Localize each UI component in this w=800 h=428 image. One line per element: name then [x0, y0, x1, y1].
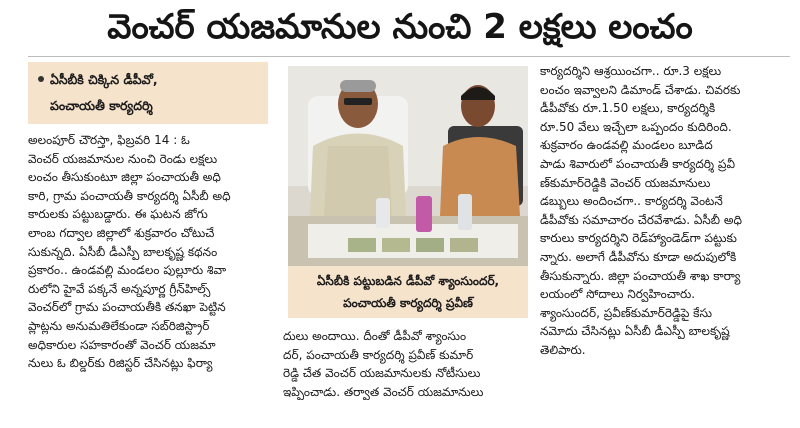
- article-column-2: [283, 327, 525, 401]
- article-column-1: [28, 131, 273, 373]
- article-line: రులోని హైవే పక్కనే అన్నపూర్ణ గ్రీన్‌హిల్స్: [28, 281, 211, 296]
- article-line: పాడు శివారులో పంచాయతీ కార్యదర్శి ప్రవీ: [540, 156, 735, 171]
- article-line: లంచం తీసుకుంటూ జిల్లా పంచాయతీ అధి: [28, 170, 221, 185]
- article-line: ఇప్పించాడు. తర్వాత వెంచర్ యజమానులు: [283, 384, 484, 399]
- article-line: నమోదు చేసినట్లు ఏసీబీ డీఎస్పీ బాలకృష్ణ: [540, 324, 730, 339]
- article-line: డీపీవోకు రూ.1.50 లక్షలు, కార్యదర్శికి: [540, 101, 716, 116]
- article-line: అలంపూర్ చౌరస్తా, ఫిబ్రవరి 14 : ఓ: [28, 133, 190, 147]
- article-line: సుకున్నది. ఏసీబీ డీఎస్పీ బాలకృష్ణ కథనం: [28, 244, 218, 259]
- article-column-3: [540, 62, 792, 360]
- article-line: లాంబ గద్వాల జిల్లాలో శుక్రవారం చోటుచే: [28, 225, 215, 240]
- article-line: డీపీవోకు సమాచారం చేరవేశాడు. ఏసీబీ అధి: [540, 212, 742, 227]
- article-line: రెడ్డి చేత వెంచర్ యజమానులకు నోటీసులు: [283, 366, 481, 381]
- caption-line-2: పంచాయతీ కార్యదర్శి ప్రవీణ్: [343, 296, 473, 310]
- article-line: అధికారుల సహకారంతో వెంచర్ యజమా: [28, 337, 216, 352]
- article-line: లంచం ఇవ్వాలని డిమాండ్ చేశాడు. చివరకు: [540, 82, 741, 97]
- headline: వెంచర్ యజమానుల నుంచి 2 లక్షలు లంచం: [107, 7, 693, 47]
- article-line: దులు అందాయి. దీంతో డీపీవో శ్యాంసుం: [283, 329, 467, 343]
- article-line: కారి, గ్రామ పంచాయతీ కార్యదర్శి ఏసీబీ అధి: [28, 188, 231, 203]
- article-line: శ్యాంసుందర్, ప్రవీణ్‌కుమార్‌రెడ్డిపై కేసు: [540, 305, 713, 320]
- article-line: దర్, పంచాయతీ కార్యదర్శి ప్రవీణ్ కుమార్: [283, 347, 474, 362]
- article-line: ప్రకారం.. ఉండవల్లి మండలం పుల్లూరు శివా: [28, 263, 227, 278]
- article-line: తీసుకున్నారు. జిల్లా పంచాయతీ శాఖ కార్యా: [540, 268, 741, 283]
- article-line: లయంలో సోదాలు నిర్వహించారు.: [540, 287, 696, 302]
- article-line: ణ్‌కుమార్‌రెడ్డికి వెంచర్ యజమానులు: [540, 175, 711, 190]
- article-line: నులు ఓ బిల్డర్‌కు రిజిస్టర్ చేసినట్లు ఫిర్యా: [28, 356, 213, 371]
- subheading-line-1: ఏసీబీకి చిక్కిన డీపీవో,: [50, 72, 158, 87]
- article-line: కార్యదర్శిని ఆశ్రయించగా.. రూ.3 లక్షలు: [540, 64, 722, 78]
- news-photo: [288, 66, 528, 266]
- article-line: డబ్బులు అందించగా.. కార్యదర్శి వెంటనే: [540, 194, 723, 209]
- article-line: రూ.50 వేలు ఇచ్చేలా ఒప్పందం కుదిరింది.: [540, 119, 732, 134]
- article-line: కారులు కార్యదర్శిని రెడ్‌హ్యాండెడ్‌గా పట్టుకు: [540, 231, 737, 246]
- headline-divider: [28, 56, 790, 57]
- article-line: న్నారు. అలాగే డీపీవోను కూడా అదుపులోకి: [540, 249, 737, 264]
- subheading-line-2: పంచాయతీ కార్యదర్శి: [50, 98, 153, 113]
- article-line: వెంచర్ యజమానుల నుంచి రెండు లక్షలు: [28, 151, 218, 166]
- photo-caption: [288, 266, 528, 318]
- article-line: ప్లాట్లను అనుమతిలేకుండా సబ్‌రిజిస్ట్రార్: [28, 318, 210, 333]
- photo-illustration: [288, 66, 528, 266]
- article-line: తెలిపారు.: [540, 342, 586, 357]
- caption-line-1: ఏసీబీకి పట్టుబడిన డీపీవో శ్యాంసుందర్,: [316, 274, 500, 288]
- bullet-icon: [38, 76, 44, 82]
- article-line: కారులకు పట్టుబడ్డారు. ఈ ఘటన జోగు: [28, 207, 208, 222]
- article-line: శుక్రవారం ఉండవల్లి మండలం బూడిద: [540, 138, 713, 153]
- article-line: వెంచర్‌లో గ్రామ పంచాయతీకి తనఖా పెట్టిన: [28, 300, 226, 315]
- subheading-box: [28, 62, 268, 124]
